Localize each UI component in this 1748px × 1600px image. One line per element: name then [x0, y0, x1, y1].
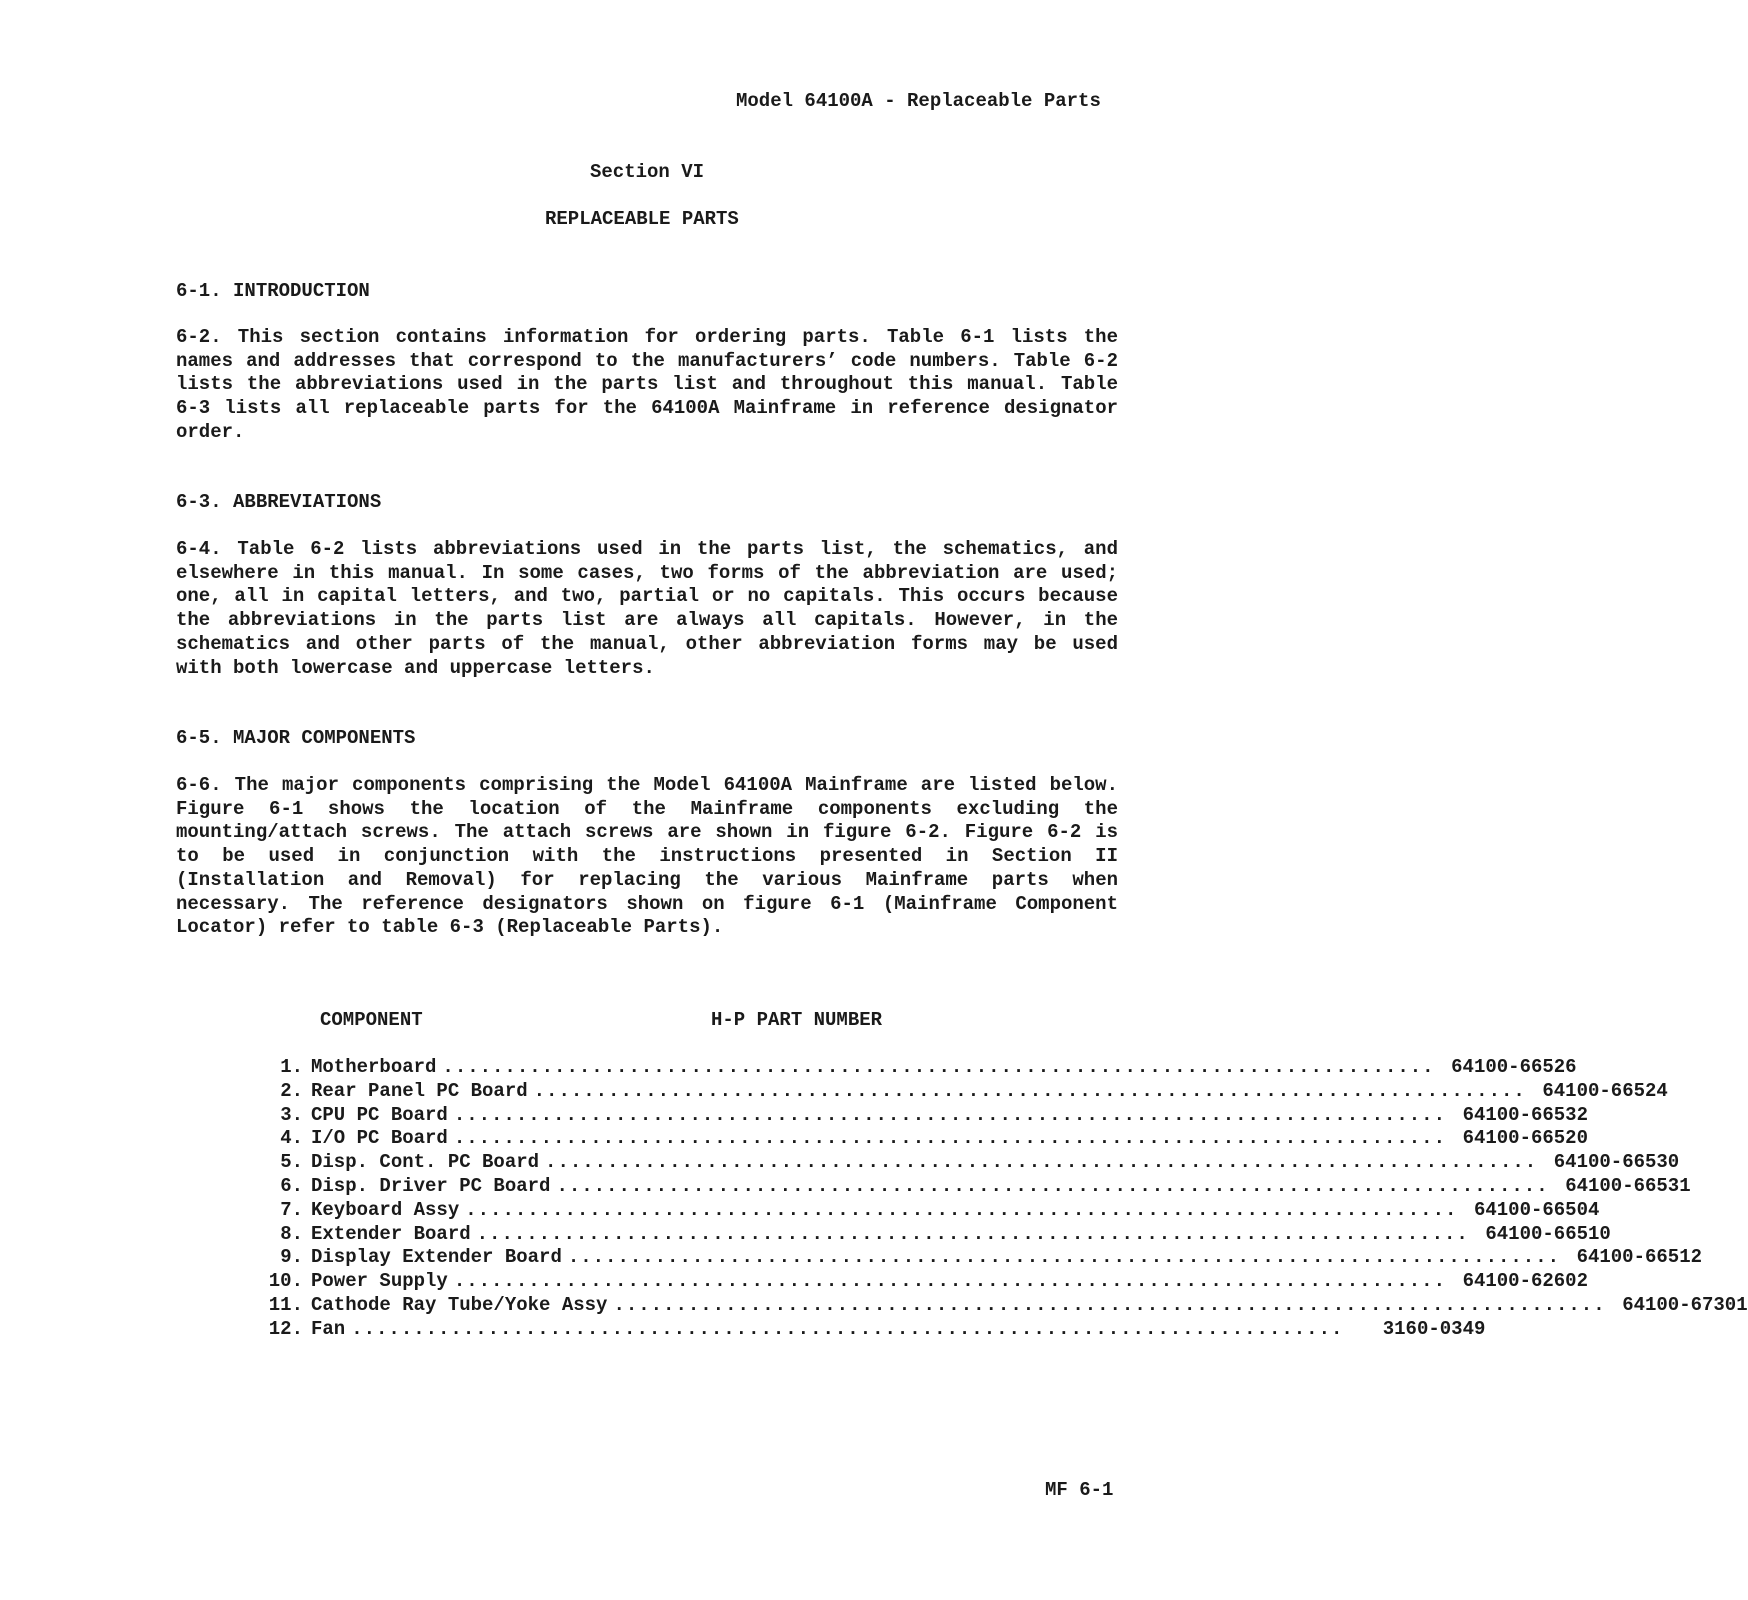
dot-leader: ................................................................................: [613, 1293, 1606, 1316]
part-number: 64100-66524: [1542, 1079, 1668, 1102]
part-number: 64100-66532: [1462, 1103, 1588, 1126]
paragraph-abbreviations: 6-4. Table 6-2 lists abbreviations used in the parts list, the schematics, and elsewhere in this manual. In some cases, two forms of the abbreviation are used; one, all in capital letters, and two, partial or no capitals. This occurs because the abbreviations in the parts list are always all capitals. However, in the schematics and other parts of the manual, other abbreviation forms may be used with both lowercase and uppercase letters.: [176, 538, 1118, 679]
parts-list: [255, 1056, 1748, 1342]
parts-list-row: [255, 1103, 1588, 1128]
part-number: 64100-67301: [1622, 1293, 1748, 1316]
part-number: 64100-66530: [1553, 1151, 1680, 1174]
part-index: 8.: [280, 1222, 303, 1245]
parts-list-row: [255, 1270, 1588, 1294]
part-number: 64100-66504: [1473, 1198, 1600, 1221]
part-index: 10.: [268, 1270, 303, 1293]
part-index: 11.: [268, 1293, 303, 1316]
part-name: Cathode Ray Tube/Yoke Assy: [311, 1293, 608, 1316]
dot-leader: ................................................................................: [533, 1079, 1526, 1102]
dot-leader: ................................................................................: [351, 1317, 1344, 1340]
dot-leader: ................................................................................: [545, 1151, 1538, 1174]
dot-leader: ................................................................................: [453, 1270, 1446, 1293]
part-index: 1.: [280, 1056, 303, 1078]
part-index: 2.: [280, 1079, 303, 1102]
part-name: Disp. Driver PC Board: [311, 1174, 551, 1197]
part-index: 7.: [280, 1198, 303, 1221]
dot-leader: ................................................................................: [465, 1198, 1458, 1221]
part-name: Display Extender Board: [311, 1246, 562, 1269]
part-index: 12.: [268, 1317, 303, 1340]
part-number: 64100-66512: [1576, 1246, 1702, 1269]
parts-list-row: [255, 1246, 1702, 1270]
parts-list-row: [255, 1293, 1748, 1318]
page-number: MF 6-1: [1045, 1479, 1114, 1501]
part-name: Keyboard Assy: [311, 1198, 460, 1221]
part-index: 6.: [280, 1174, 303, 1197]
parts-list-row: [255, 1317, 1486, 1342]
part-name: Motherboard: [311, 1056, 437, 1078]
part-name: I/O PC Board: [311, 1127, 448, 1150]
column-header-component: COMPONENT: [320, 1009, 423, 1031]
part-number: 64100-62602: [1462, 1270, 1588, 1293]
column-header-part-number: H-P PART NUMBER: [711, 1009, 883, 1031]
part-index: 3.: [280, 1103, 303, 1126]
part-number: 64100-66510: [1485, 1222, 1611, 1245]
dot-leader: ................................................................................: [556, 1174, 1549, 1197]
dot-leader: ................................................................................: [453, 1127, 1446, 1150]
section-number: Section VI: [590, 161, 705, 183]
part-name: Disp. Cont. PC Board: [311, 1151, 540, 1174]
paragraph-introduction: 6-2. This section contains information for ordering parts. Table 6-1 lists the names and addresses that correspond to the manufacturers’ code numbers. Table 6-2 lists the abbreviations used in the parts list and throughout this manual. Table 6-3 lists all replaceable parts for the 64100A Mainframe in reference designator order.: [176, 326, 1118, 443]
part-name: CPU PC Board: [311, 1103, 448, 1126]
parts-list-row: [255, 1056, 1577, 1080]
dot-leader: ................................................................................: [442, 1056, 1435, 1078]
running-head: Model 64100A - Replaceable Parts: [736, 90, 1101, 112]
heading-major-components: 6-5. MAJOR COMPONENTS: [176, 727, 416, 749]
part-name: Fan: [311, 1317, 346, 1340]
part-number: 3160-0349: [1382, 1317, 1486, 1340]
parts-list-row: [255, 1127, 1588, 1151]
parts-list-row: [255, 1174, 1691, 1199]
part-number: 64100-66531: [1565, 1174, 1691, 1197]
part-index: 5.: [280, 1151, 303, 1174]
paragraph-major-components: 6-6. The major components comprising the Model 64100A Mainframe are listed below. Figure 6-1 shows the location of the Mainframe components excluding the mounting/attach screws. The attach screws are shown in figure 6-2. Figure 6-2 is to be used in conjunction with the instructions presented in Section II (Installation and Removal) for replacing the various Mainframe parts when necessary. The reference designators shown on figure 6-1 (Mainframe Component Locator) refer to table 6-3 (Replaceable Parts).: [176, 774, 1118, 939]
parts-list-row: [255, 1079, 1668, 1104]
part-name: Rear Panel PC Board: [311, 1079, 528, 1102]
part-number: 64100-66520: [1462, 1127, 1588, 1150]
part-name: Extender Board: [311, 1222, 471, 1245]
heading-abbreviations: 6-3. ABBREVIATIONS: [176, 491, 382, 513]
heading-introduction: 6-1. INTRODUCTION: [176, 280, 370, 302]
dot-leader: ................................................................................: [567, 1246, 1560, 1269]
dot-leader: ................................................................................: [453, 1103, 1446, 1126]
parts-list-row: [255, 1151, 1680, 1175]
parts-list-row: [255, 1198, 1600, 1223]
part-name: Power Supply: [311, 1270, 448, 1293]
section-title: REPLACEABLE PARTS: [545, 208, 739, 230]
dot-leader: ................................................................................: [476, 1222, 1469, 1245]
part-number: 64100-66526: [1451, 1056, 1577, 1078]
part-index: 4.: [280, 1127, 303, 1150]
part-index: 9.: [280, 1246, 303, 1269]
parts-list-row: [255, 1222, 1611, 1247]
